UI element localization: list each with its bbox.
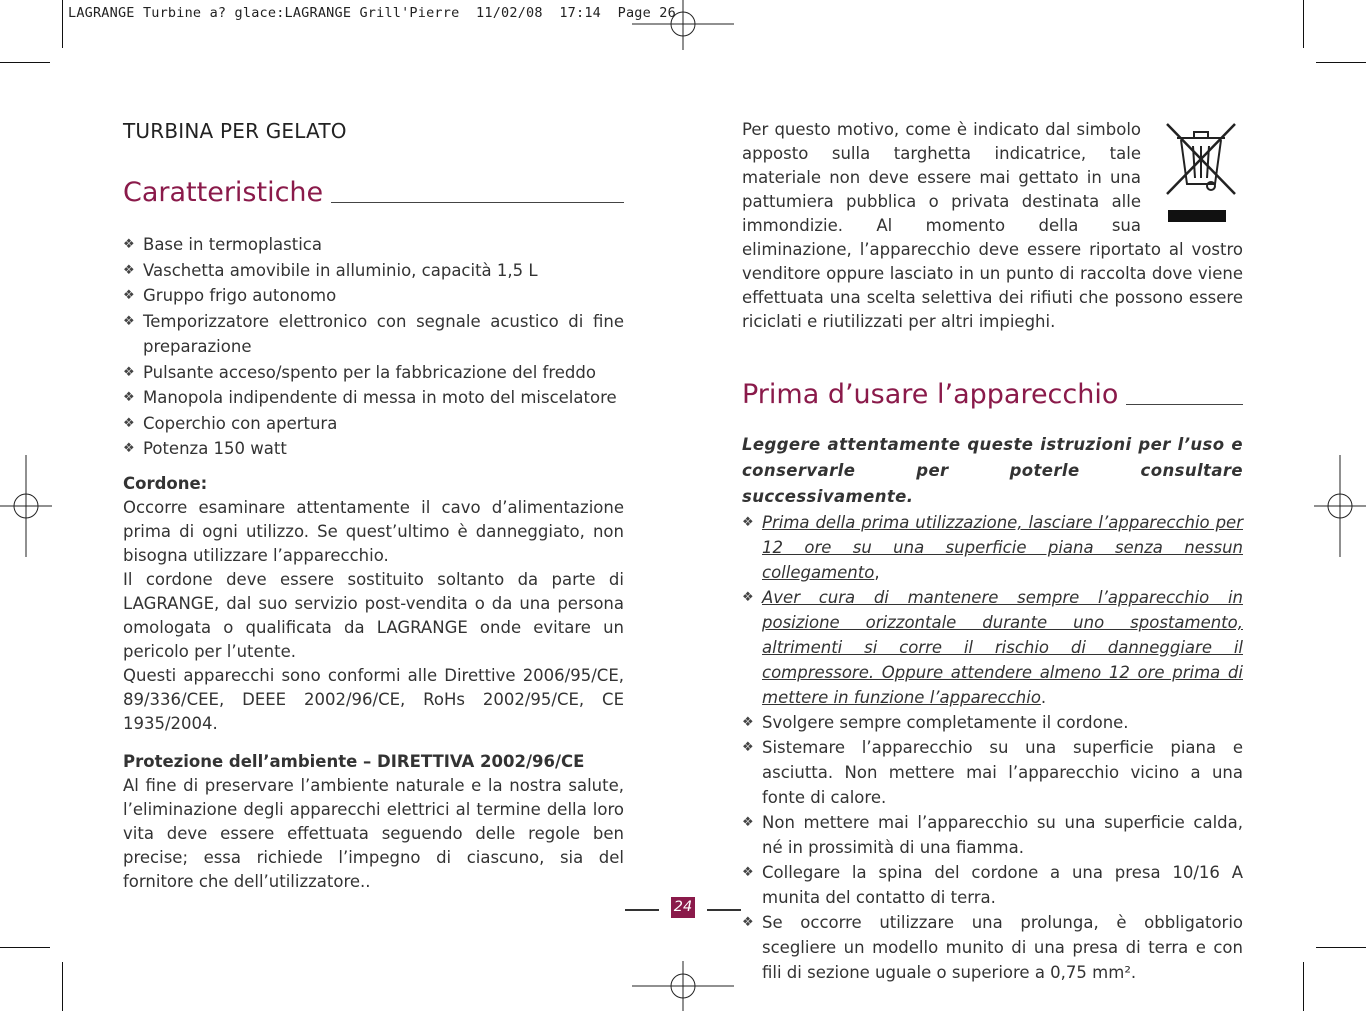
list-item: ❖ Potenza 150 watt (123, 436, 624, 462)
registration-mark-icon (1314, 455, 1366, 557)
diamond-bullet-icon: ❖ (123, 313, 135, 329)
list-item: ❖ Prima della prima utilizzazione, lasciare l’apparecchio per 12 ore su una superficie piana senza nessun collegamento, (742, 510, 1243, 585)
right-column (742, 118, 1243, 985)
diamond-bullet-icon: ❖ (123, 288, 135, 303)
list-item: ❖ Gruppo frigo autonomo (123, 283, 624, 309)
print-header: LAGRANGE Turbine a? glace:LAGRANGE Grill'Pierre 11/02/08 17:14 Page 26 (68, 5, 676, 21)
cordone-paragraph: Occorre esaminare attentamente il cavo d’alimentazione prima di ogni utilizzo. Se quest’ultimo è danneggiato, non bisogna utilizzare l’apparecchio. (123, 497, 624, 565)
diamond-bullet-icon: ❖ (742, 865, 754, 880)
page-number-rule (707, 909, 741, 911)
diamond-bullet-icon: ❖ (742, 715, 754, 730)
list-item: ❖ Base in termoplastica (123, 232, 624, 258)
list-item: ❖ Se occorre utilizzare una prolunga, è obbligatorio scegliere un modello munito di una presa di terra e con fili di sezione uguale o superiore a 0,75 mm². (742, 910, 1243, 985)
section-heading-prima (742, 378, 1243, 412)
diamond-bullet-icon: ❖ (123, 390, 135, 405)
cordone-heading: Cordone: (123, 473, 208, 493)
crossed-bin-icon (1159, 118, 1243, 228)
weee-paragraph: Per questo motivo, come è indicato dal simbolo apposto sulla targhetta indicatrice, tale materiale non deve essere mai gettato in una pattumiera pubblica o privata destinata alle immondizie. Al momento della sua eliminazione, l’apparecchio deve essere riportato al vostro venditore oppure lasciato in un punto di raccolta dove viene effettuata una scelta selettiva dei rifiuti che possono essere riciclati e riutilizzati per altri impieghi. (742, 120, 1243, 331)
page-number: 24 (671, 897, 695, 918)
crop-mark (62, 962, 63, 1011)
list-item: ❖ Collegare la spina del cordone a una presa 10/16 A munita del contatto di terra. (742, 860, 1243, 910)
list-item: ❖ Pulsante acceso/spento per la fabbricazione del freddo (123, 360, 624, 386)
list-item: ❖ Non mettere mai l’apparecchio su una superficie calda, né in prossimità di una fiamma. (742, 810, 1243, 860)
environment-heading: Protezione dell’ambiente – DIRETTIVA 2002/96/CE (123, 751, 585, 771)
weee-bar (1168, 210, 1226, 222)
page-number-rule (625, 909, 659, 911)
registration-mark-icon (0, 455, 52, 557)
compliance-paragraph: Questi apparecchi sono conformi alle Direttive 2006/95/CE, 89/336/CEE, DEEE 2002/96/CE, RoHs 2002/95/CE, CE 1935/2004. (123, 665, 624, 733)
list-item: ❖ Vaschetta amovibile in alluminio, capacità 1,5 L (123, 258, 624, 284)
crop-mark (0, 62, 50, 63)
left-column (123, 116, 624, 894)
crop-mark (1316, 62, 1366, 63)
diamond-bullet-icon: ❖ (123, 415, 135, 431)
section-title: Prima d’usare l’apparecchio (742, 379, 1119, 410)
diamond-bullet-icon: ❖ (742, 815, 754, 830)
diamond-bullet-icon: ❖ (742, 590, 754, 605)
registration-mark-icon (632, 0, 734, 50)
list-item: ❖ Coperchio con apertura (123, 411, 624, 437)
list-item: ❖ Aver cura di mantenere sempre l’apparecchio in posizione orizzontale durante uno spostamento, altrimenti si corre il rischio di danneggiare il compressore. Oppure attendere almeno 12 ore prima di mettere in funzione l’apparecchio. (742, 585, 1243, 710)
heading-rule (331, 202, 624, 203)
list-item: ❖ Manopola indipendente di messa in moto del miscelatore (123, 385, 624, 411)
registration-mark-icon (632, 961, 734, 1011)
heading-rule (1126, 404, 1243, 405)
section-title: Caratteristiche (123, 177, 324, 208)
page-title: TURBINA PER GELATO (123, 119, 347, 143)
crop-mark (1303, 962, 1304, 1011)
crop-mark (0, 947, 50, 948)
instructions-list (742, 510, 1243, 985)
instructions-intro: Leggere attentamente queste istruzioni per l’uso e conservarle per poterle consultare successivamente. (742, 435, 1243, 506)
diamond-bullet-icon: ❖ (123, 441, 135, 456)
diamond-bullet-icon: ❖ (742, 915, 754, 930)
diamond-bullet-icon: ❖ (742, 740, 754, 755)
diamond-bullet-icon: ❖ (742, 515, 754, 530)
list-item: ❖ Temporizzatore elettronico con segnale acustico di fine preparazione (123, 309, 624, 360)
crop-mark (62, 0, 63, 48)
cordone-paragraph: Il cordone deve essere sostituito soltanto da parte di LAGRANGE, dal suo servizio post-vendita o da una persona omologata o qualificata da LAGRANGE onde evitare un pericolo per l’utente. (123, 569, 624, 661)
list-item: ❖ Sistemare l’apparecchio su una superficie piana e asciutta. Non mettere mai l’apparecchio vicino a una fonte di calore. (742, 735, 1243, 810)
diamond-bullet-icon: ❖ (123, 262, 135, 278)
crop-mark (1316, 947, 1366, 948)
crop-mark (1303, 0, 1304, 48)
features-list (123, 232, 624, 462)
environment-paragraph: Al fine di preservare l’ambiente naturale e la nostra salute, l’eliminazione degli apparecchi elettrici al termine della loro vita deve essere effettuata seguendo delle regole ben precise; essa richiede l’impegno di ciascuno, sia del fornitore che dell’utilizzatore.. (123, 775, 624, 891)
section-heading-caratteristiche (123, 176, 624, 210)
diamond-bullet-icon: ❖ (123, 237, 135, 252)
list-item: ❖ Svolgere sempre completamente il cordone. (742, 710, 1243, 735)
diamond-bullet-icon: ❖ (123, 364, 135, 380)
